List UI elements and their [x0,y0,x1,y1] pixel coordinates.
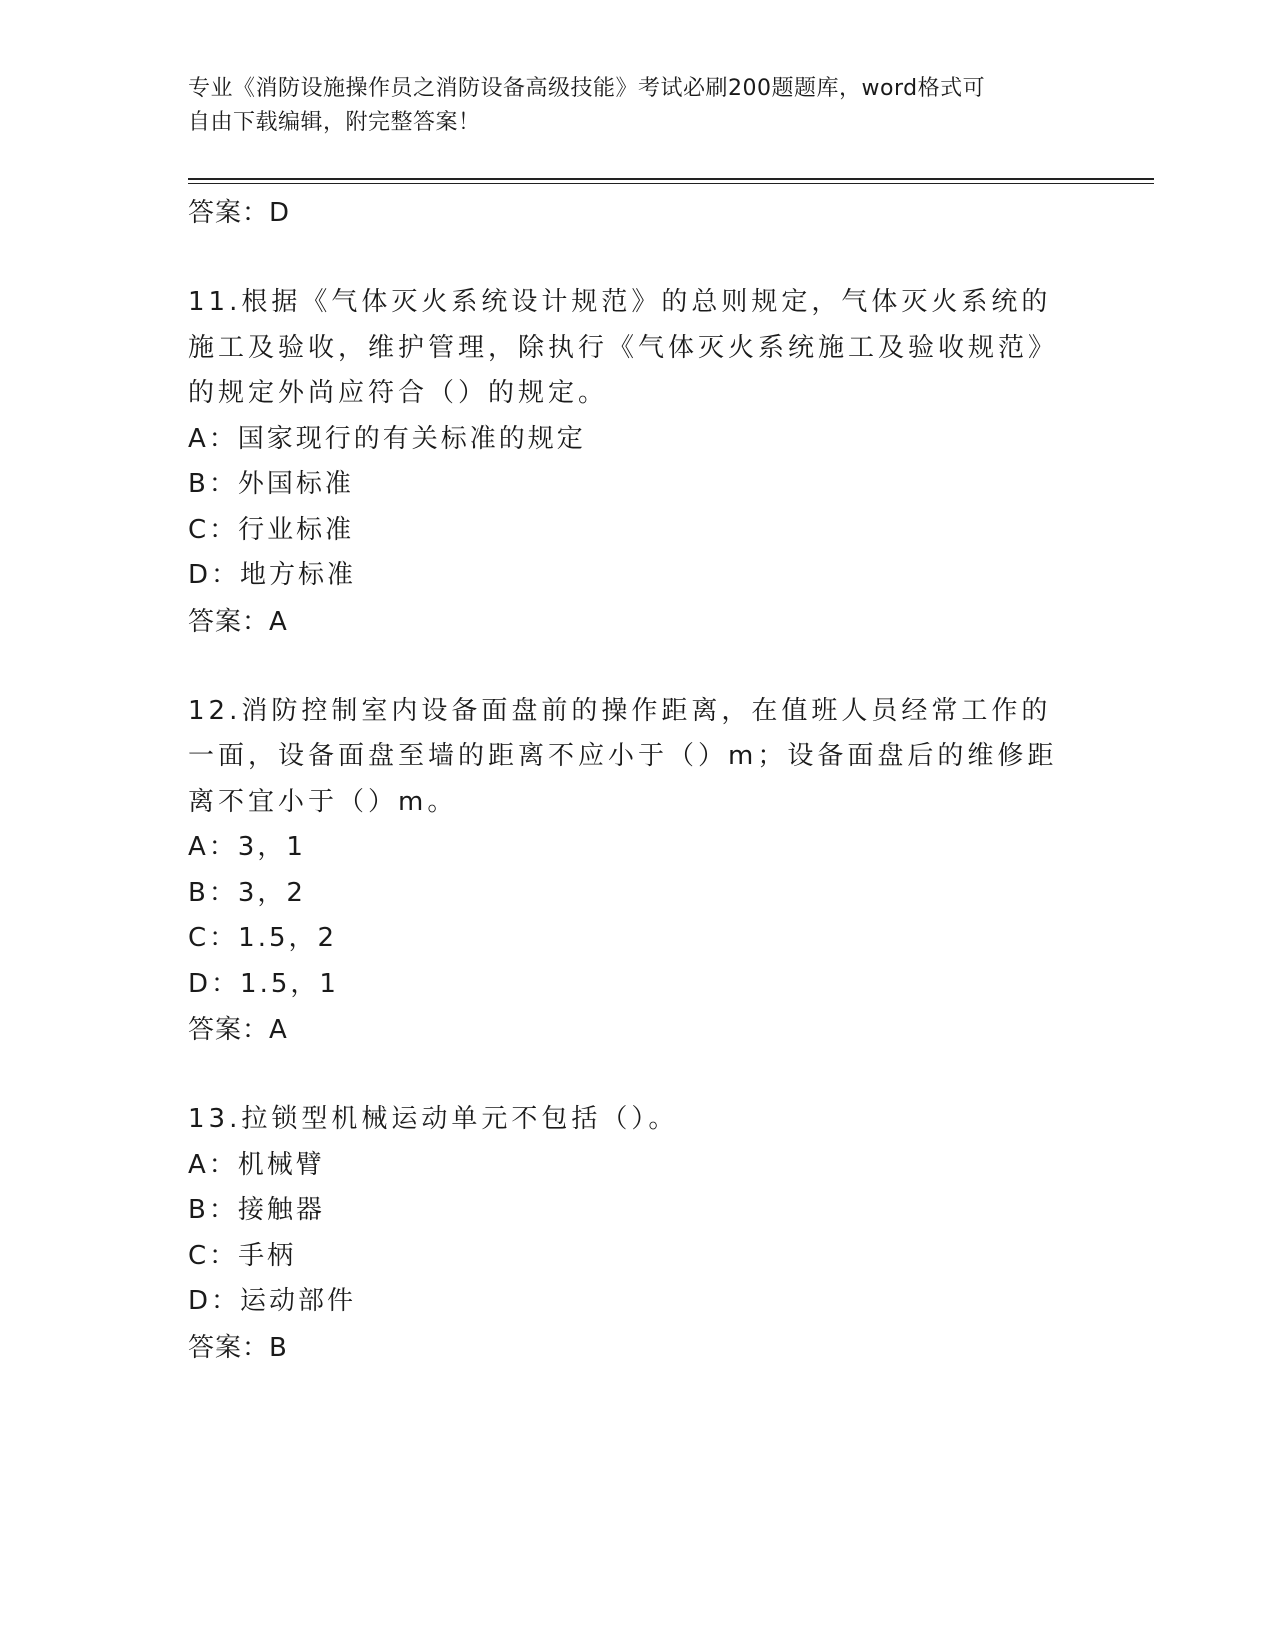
option-b: B：接触器 [188,1195,325,1225]
option-a: A：机械臂 [188,1149,325,1180]
question-block-11 [188,280,1088,645]
question-stem: 12.消防控制室内设备面盘前的操作距离，在值班人员经常工作的一面，设备面盘至墙的距离不应小于（）m；设备面盘后的维修距离不宜小于（）m。 [188,695,1058,817]
answer-line: 答案：B [188,1332,288,1363]
option-d: D：运动部件 [188,1286,357,1316]
question-stem: 11.根据《气体灭火系统设计规范》的总则规定，气体灭火系统的施工及验收，维护管理，除执行《气体灭火系统施工及验收规范》的规定外尚应符合（）的规定。 [188,287,1059,408]
question-block-13 [188,1097,1088,1371]
question-block-12 [188,689,1088,1054]
previous-answer: 答案：D [188,198,291,228]
answer-line: 答案：A [188,606,288,637]
option-d: D：地方标准 [188,560,357,590]
option-a: A：国家现行的有关标准的规定 [188,423,586,454]
header-divider [188,178,1154,180]
answer-line: 答案：A [188,1015,288,1045]
option-c: C：1.5，2 [188,923,338,953]
option-b: B：3，2 [188,877,306,908]
question-list [188,190,1088,1371]
option-c: C：行业标准 [188,514,355,545]
document-header [188,72,1068,140]
option-d: D：1.5，1 [188,968,339,999]
option-a: A：3，1 [188,832,306,862]
question-stem: 13.拉锁型机械运动单元不包括（）。 [188,1104,679,1134]
header-line-2: 自由下载编辑，附完整答案！ [188,110,481,135]
option-c: C：手柄 [188,1240,297,1271]
header-divider-thin [188,183,1154,184]
option-b: B：外国标准 [188,469,354,499]
header-line-1: 专业《消防设施操作员之消防设备高级技能》考试必刷200题题库，word格式可 [188,76,986,101]
